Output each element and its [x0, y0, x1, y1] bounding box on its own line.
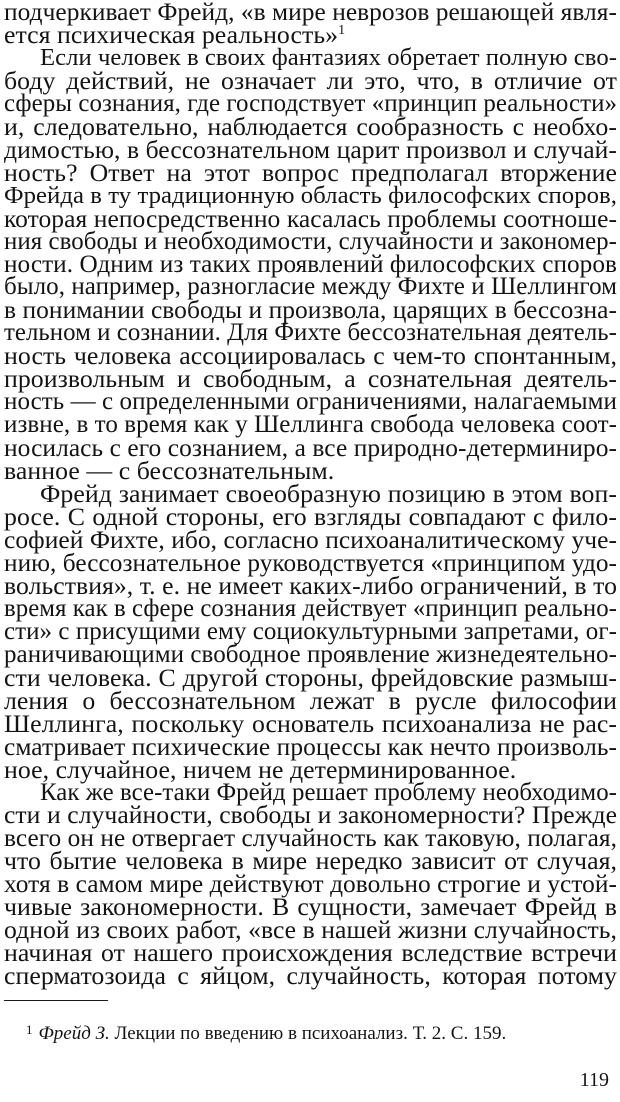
text-line: Шеллинга, поскольку основатель психоанализа не рас-: [4, 709, 617, 738]
footnote-mark: 1: [26, 1022, 33, 1037]
text-line: ления о бессознательном лежат в русле философии: [4, 686, 617, 715]
text-line-content: ется психическая реальность»: [4, 20, 339, 49]
text-line: Фрейд занимает своеобразную позицию в этом воп-: [40, 479, 617, 508]
text-line: боду действий, не означает ли это, что, в отличие от: [4, 66, 617, 95]
text-line: Если человек в своих фантазиях обретает полную сво-: [40, 44, 617, 71]
page-number: 119: [579, 1069, 609, 1091]
text-line: было, например, разногласие между Фихте и Шеллингом: [4, 273, 618, 300]
text-line: и, следовательно, наблюдается сообразность с необхо-: [4, 112, 617, 141]
text-line: ванное — с бессознательным.: [4, 456, 335, 485]
text-line: росе. С одной стороны, его взгляды совпадают с фило-: [4, 502, 617, 531]
text-line: димостью, в бессознательном царит произвол и случай-: [4, 135, 617, 164]
footnote-divider: [4, 1000, 108, 1001]
text-line: начиная от нашего происхождения вследствие встречи: [4, 938, 617, 967]
text-line: вольствия», т. е. не имеет каких-либо ограничений, в то: [4, 571, 617, 600]
text-line: чивые закономерности. В сущности, замечает Фрейд в: [4, 892, 617, 921]
text-line: раничивающими свободное проявление жизнедеятельно-: [4, 641, 617, 668]
text-line: сти человека. С другой стороны, фрейдовские размыш-: [4, 663, 617, 692]
text-line: сматривает психические процессы как нечто произволь-: [4, 733, 617, 761]
text-line: ния свободы и необходимости, случайности и закономер-: [4, 228, 617, 255]
text-line: сперматозоида с яйцом, случайность, которая потому: [4, 961, 617, 990]
text-line: ное, случайное, ничем не детерминированное.: [4, 755, 517, 784]
text-line: время как в сфере сознания действует «принцип реально-: [4, 595, 617, 622]
text-line: Как же все-таки Фрейд решает проблему необходимо-: [40, 779, 617, 806]
footnote: [26, 1018, 506, 1046]
text-line: подчеркивает Фрейд, «в мире неврозов решающей явля-: [4, 0, 617, 26]
text-line: носилась с его сознанием, а все природно-детерминиро-: [4, 433, 617, 462]
text-line: всего он не отвергает случайность как таковую, полагая,: [4, 824, 617, 852]
text-line: сти» с присущими ему социокультурными запретами, ог-: [4, 618, 617, 645]
text-line: ность человека ассоциировалась с чем-то спонтанным,: [4, 341, 617, 370]
text-line: произвольным и свободным, а сознательная деятель-: [4, 364, 617, 393]
text-line: сферы сознания, где господствует «принцип реальности»: [4, 90, 617, 117]
text-line: которая непосредственно касалась проблемы соотноше-: [4, 204, 617, 233]
text-line: тельном и сознании. Для Фихте бессознательная деятель-: [4, 319, 617, 346]
text-line: что бытие человека в мире нередко зависит от случая,: [4, 846, 617, 875]
footnote-text: Лекции по введению в психоанализ. Т. 2. С. 159.: [114, 1023, 507, 1044]
text-line: одной из своих работ, «все в нашей жизни случайность,: [4, 915, 617, 944]
text-line: в понимании свободы и произвола, царящих в бессозна-: [4, 295, 617, 324]
footnote-reference: 1: [338, 23, 346, 38]
footnote-author: Фрейд З.: [38, 1023, 110, 1044]
text-line: нию, бессознательное руководствуется «принципом удо-: [4, 549, 617, 577]
text-line: хотя в самом мире действуют довольно строгие и устой-: [4, 870, 617, 898]
text-line: Фрейда в ту традиционную область философских споров,: [4, 182, 617, 209]
text-line: ности. Одним из таких проявлений философских споров: [4, 251, 617, 278]
text-line: софией Фихте, ибо, согласно психоаналитическому уче-: [4, 525, 617, 554]
text-line: ность — с определенными ограничениями, налагаемыми: [4, 388, 617, 415]
text-line: ность? Ответ на этот вопрос предполагал вторжение: [4, 158, 617, 187]
text-line: сти и случайности, свободы и закономерности? Прежде: [4, 800, 617, 829]
text-line: извне, в то время как у Шеллинга свобода человека соот-: [4, 411, 617, 438]
